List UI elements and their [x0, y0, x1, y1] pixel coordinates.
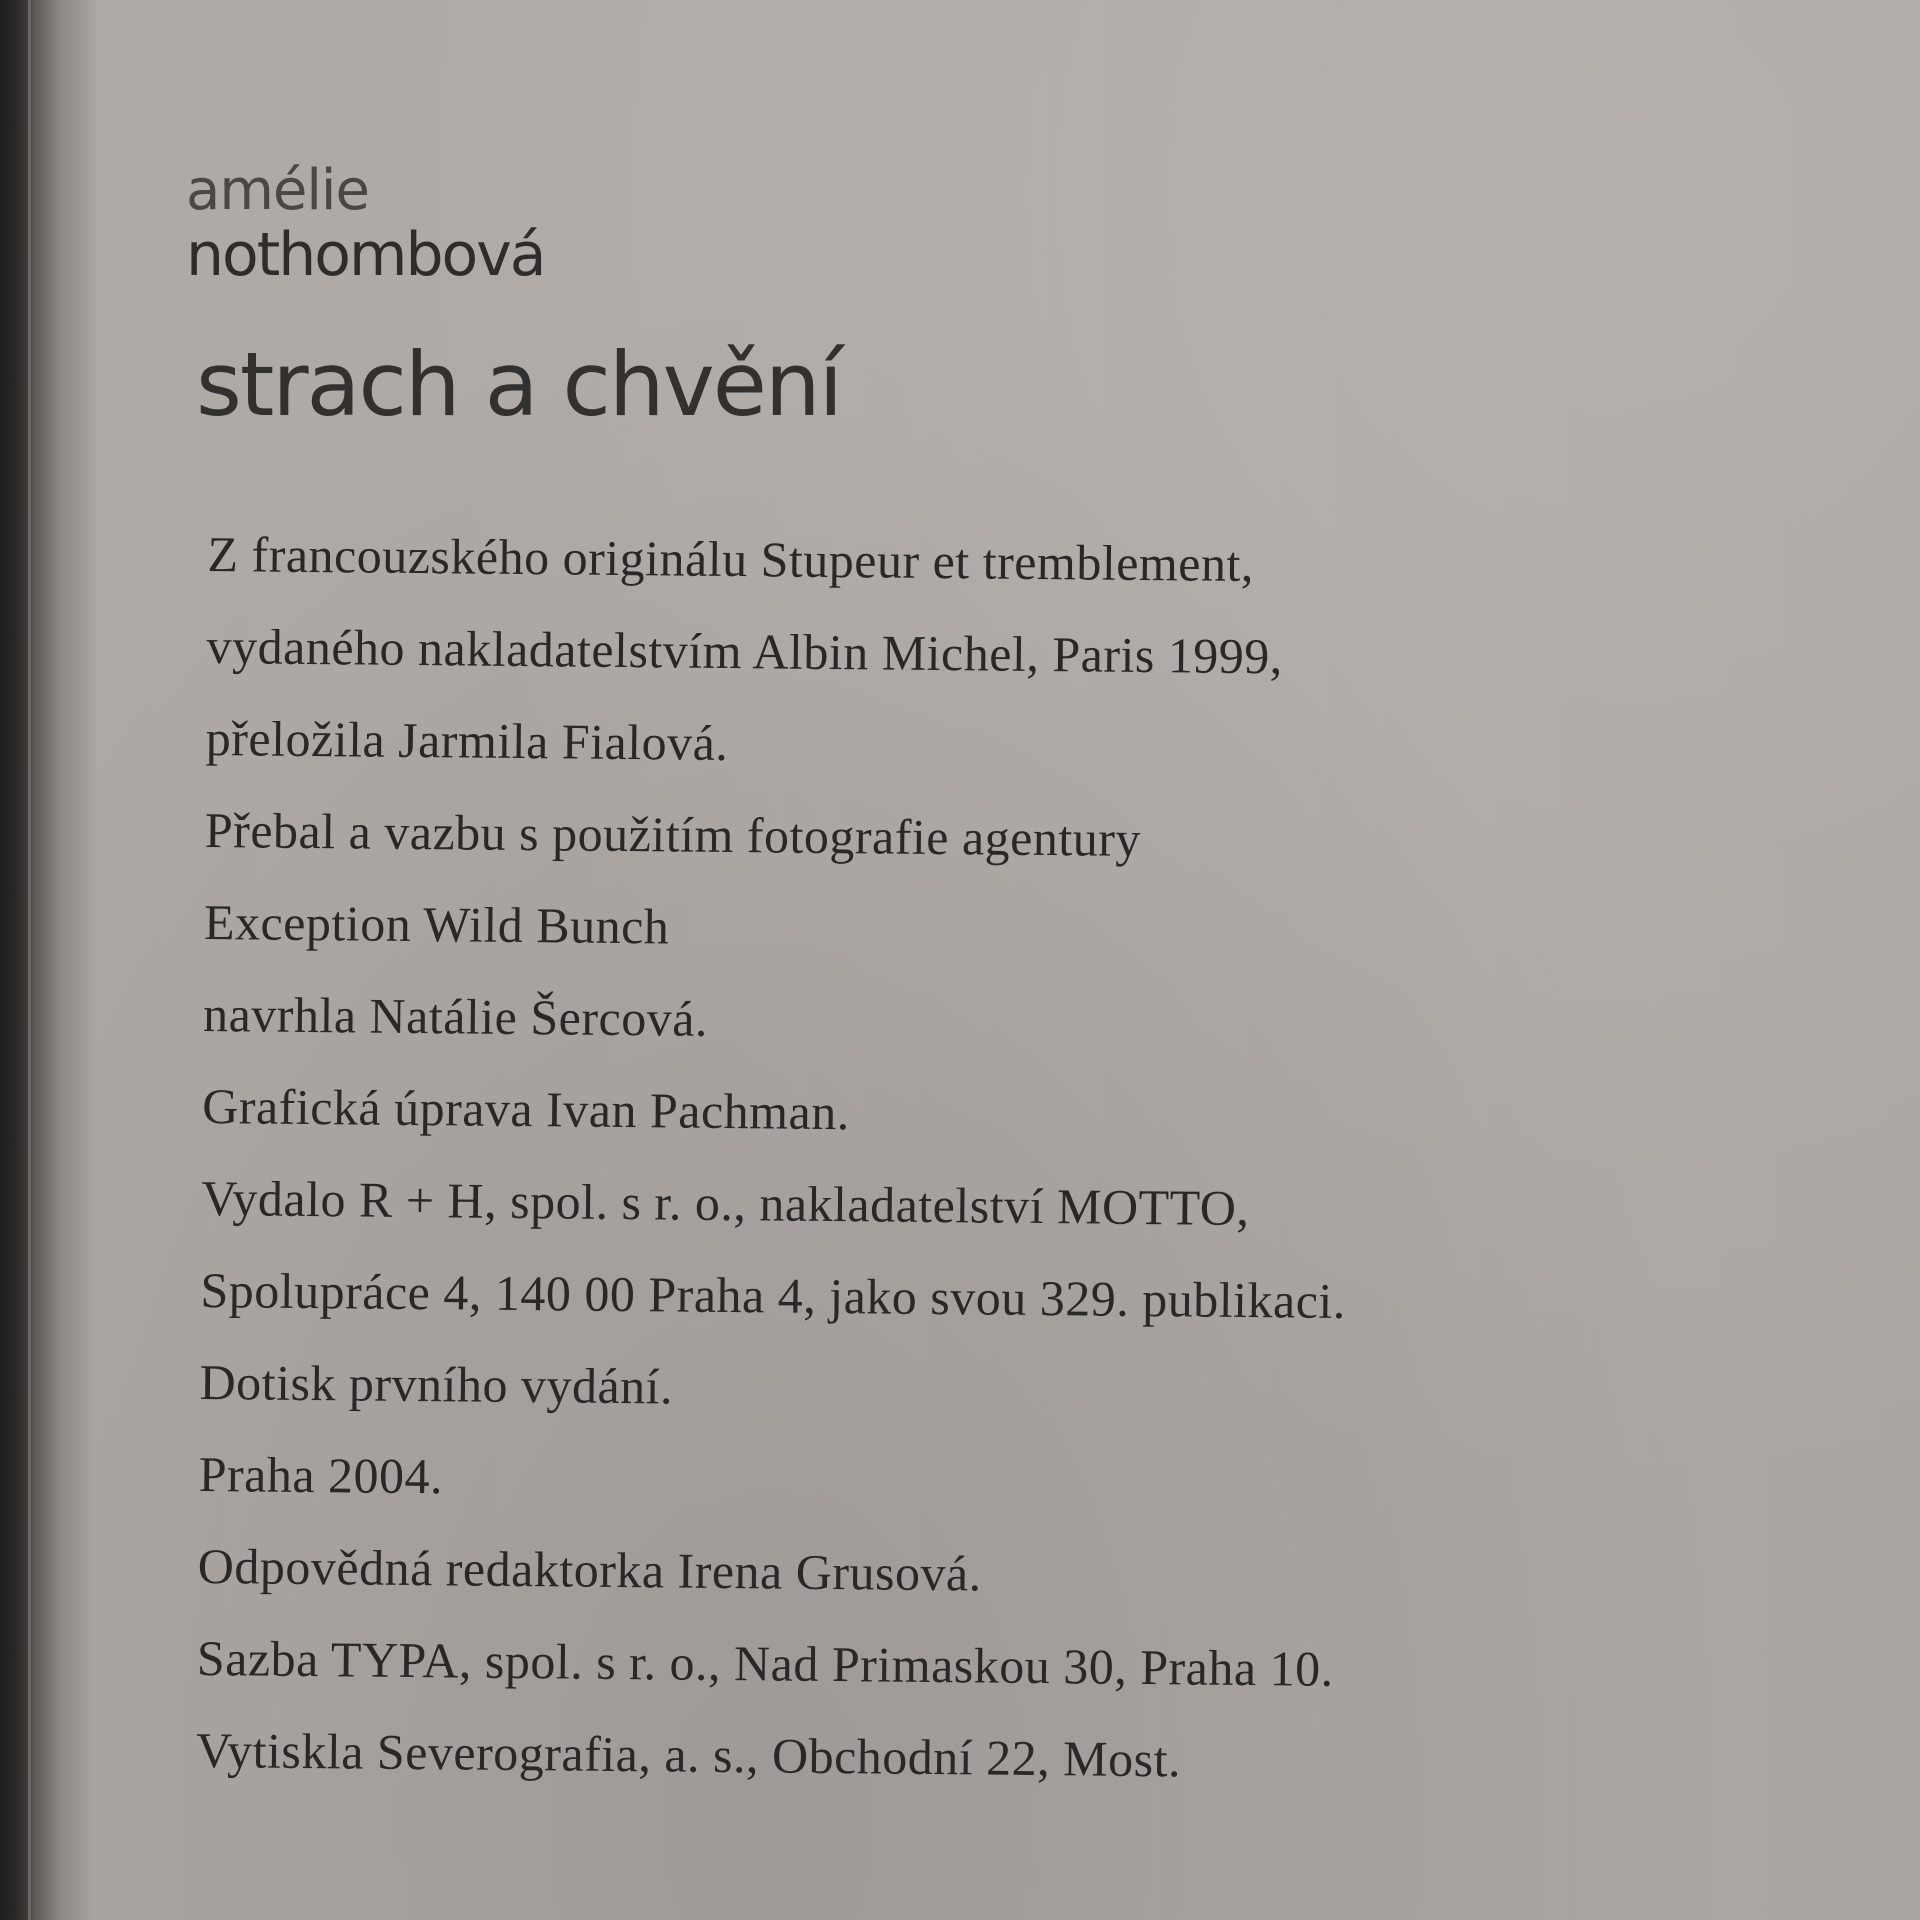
book-spine [0, 0, 96, 1920]
imprint-line: Grafická úprava Ivan Pachman. [201, 1077, 851, 1141]
imprint-block [196, 508, 1768, 1811]
imprint-line: Exception Wild Bunch [203, 893, 670, 955]
author-first-name: amélie [186, 158, 369, 223]
spine-edge [28, 0, 31, 1920]
imprint-line: navrhla Natálie Šercová. [202, 985, 709, 1047]
imprint-line: Přebal a vazbu s použitím fotografie agentury [204, 801, 1142, 867]
imprint-line: přeložila Jarmila Fialová. [205, 709, 729, 772]
imprint-line: Vytiskla Severografia, a. s., Obchodní 22, Most. [195, 1721, 1182, 1788]
author-name [186, 160, 545, 288]
imprint-line: vydaného nakladatelstvím Albin Michel, Paris 1999, [206, 617, 1284, 685]
book-title: strach a chvění [196, 333, 842, 436]
imprint-line: Sazba TYPA, spol. s r. o., Nad Primaskou 30, Praha 10. [196, 1629, 1334, 1697]
imprint-line: Z francouzského originálu Stupeur et tremblement, [207, 525, 1255, 593]
imprint-line: Spolupráce 4, 140 00 Praha 4, jako svou 329. publikaci. [200, 1261, 1347, 1329]
author-last-name: nothombová [186, 220, 545, 290]
imprint-line: Dotisk prvního vydání. [199, 1353, 674, 1415]
imprint-line: Odpovědná redaktorka Irena Grusová. [197, 1537, 982, 1602]
imprint-line: Praha 2004. [198, 1445, 444, 1505]
imprint-line: Vydalo R + H, spol. s r. o., nakladatelství MOTTO, [201, 1169, 1250, 1237]
